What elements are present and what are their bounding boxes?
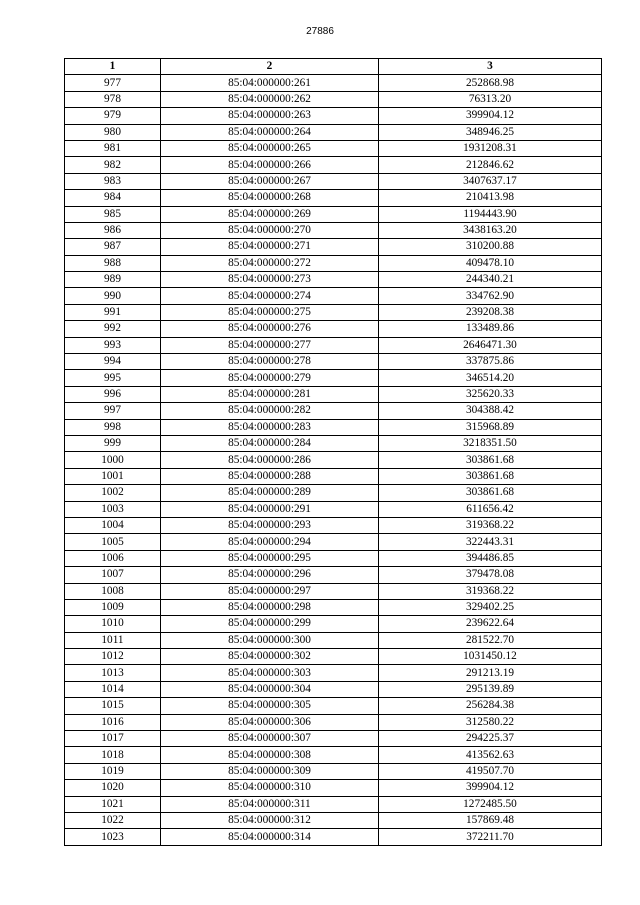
table-row bbox=[65, 780, 602, 796]
row-number-cell: 1015 bbox=[65, 698, 161, 714]
cadastral-number-cell: 85:04:000000:282 bbox=[161, 403, 379, 419]
row-number-cell: 991 bbox=[65, 304, 161, 320]
table-row bbox=[65, 288, 602, 304]
table-row bbox=[65, 763, 602, 779]
table-row bbox=[65, 206, 602, 222]
table-row bbox=[65, 567, 602, 583]
cadastral-number-cell: 85:04:000000:307 bbox=[161, 731, 379, 747]
value-cell: 303861.68 bbox=[379, 468, 602, 484]
table-row bbox=[65, 157, 602, 173]
table-row bbox=[65, 435, 602, 451]
value-cell: 329402.25 bbox=[379, 599, 602, 615]
value-cell: 256284.38 bbox=[379, 698, 602, 714]
row-number-cell: 997 bbox=[65, 403, 161, 419]
cadastral-number-cell: 85:04:000000:284 bbox=[161, 435, 379, 451]
value-cell: 3407637.17 bbox=[379, 173, 602, 189]
row-number-cell: 1009 bbox=[65, 599, 161, 615]
value-cell: 409478.10 bbox=[379, 255, 602, 271]
value-cell: 337875.86 bbox=[379, 354, 602, 370]
row-number-cell: 1004 bbox=[65, 517, 161, 533]
value-cell: 239208.38 bbox=[379, 304, 602, 320]
table-row bbox=[65, 829, 602, 845]
value-cell: 346514.20 bbox=[379, 370, 602, 386]
row-number-cell: 999 bbox=[65, 435, 161, 451]
table-row bbox=[65, 812, 602, 828]
value-cell: 348946.25 bbox=[379, 124, 602, 140]
row-number-cell: 993 bbox=[65, 337, 161, 353]
row-number-cell: 977 bbox=[65, 75, 161, 91]
cadastral-number-cell: 85:04:000000:311 bbox=[161, 796, 379, 812]
table-row bbox=[65, 403, 602, 419]
cadastral-number-cell: 85:04:000000:273 bbox=[161, 272, 379, 288]
value-cell: 76313.20 bbox=[379, 91, 602, 107]
row-number-cell: 995 bbox=[65, 370, 161, 386]
value-cell: 244340.21 bbox=[379, 272, 602, 288]
cadastral-number-cell: 85:04:000000:278 bbox=[161, 354, 379, 370]
value-cell: 611656.42 bbox=[379, 501, 602, 517]
table-body bbox=[65, 75, 602, 845]
row-number-cell: 1020 bbox=[65, 780, 161, 796]
table-row bbox=[65, 272, 602, 288]
cadastral-number-cell: 85:04:000000:300 bbox=[161, 632, 379, 648]
row-number-cell: 980 bbox=[65, 124, 161, 140]
cadastral-number-cell: 85:04:000000:306 bbox=[161, 714, 379, 730]
cadastral-number-cell: 85:04:000000:270 bbox=[161, 222, 379, 238]
table-row bbox=[65, 632, 602, 648]
table-row bbox=[65, 419, 602, 435]
cadastral-number-cell: 85:04:000000:281 bbox=[161, 386, 379, 402]
table-row bbox=[65, 681, 602, 697]
cadastral-number-cell: 85:04:000000:303 bbox=[161, 665, 379, 681]
cadastral-number-cell: 85:04:000000:289 bbox=[161, 485, 379, 501]
data-table bbox=[64, 58, 602, 846]
table-row bbox=[65, 239, 602, 255]
value-cell: 399904.12 bbox=[379, 780, 602, 796]
row-number-cell: 992 bbox=[65, 321, 161, 337]
table-row bbox=[65, 485, 602, 501]
value-cell: 303861.68 bbox=[379, 452, 602, 468]
cadastral-number-cell: 85:04:000000:272 bbox=[161, 255, 379, 271]
row-number-cell: 1017 bbox=[65, 731, 161, 747]
value-cell: 291213.19 bbox=[379, 665, 602, 681]
value-cell: 319368.22 bbox=[379, 517, 602, 533]
row-number-cell: 1023 bbox=[65, 829, 161, 845]
table-row bbox=[65, 108, 602, 124]
row-number-cell: 998 bbox=[65, 419, 161, 435]
cadastral-number-cell: 85:04:000000:304 bbox=[161, 681, 379, 697]
table-row bbox=[65, 304, 602, 320]
table-row bbox=[65, 747, 602, 763]
cadastral-number-cell: 85:04:000000:271 bbox=[161, 239, 379, 255]
column-header-1: 1 bbox=[65, 59, 161, 75]
cadastral-number-cell: 85:04:000000:310 bbox=[161, 780, 379, 796]
value-cell: 212846.62 bbox=[379, 157, 602, 173]
cadastral-number-cell: 85:04:000000:283 bbox=[161, 419, 379, 435]
row-number-cell: 1005 bbox=[65, 534, 161, 550]
value-cell: 315968.89 bbox=[379, 419, 602, 435]
row-number-cell: 990 bbox=[65, 288, 161, 304]
cadastral-number-cell: 85:04:000000:299 bbox=[161, 616, 379, 632]
table-row bbox=[65, 386, 602, 402]
row-number-cell: 1002 bbox=[65, 485, 161, 501]
value-cell: 239622.64 bbox=[379, 616, 602, 632]
table-row bbox=[65, 501, 602, 517]
value-cell: 312580.22 bbox=[379, 714, 602, 730]
row-number-cell: 1013 bbox=[65, 665, 161, 681]
table-row bbox=[65, 75, 602, 91]
value-cell: 295139.89 bbox=[379, 681, 602, 697]
row-number-cell: 1012 bbox=[65, 649, 161, 665]
value-cell: 310200.88 bbox=[379, 239, 602, 255]
row-number-cell: 988 bbox=[65, 255, 161, 271]
cadastral-number-cell: 85:04:000000:264 bbox=[161, 124, 379, 140]
row-number-cell: 981 bbox=[65, 140, 161, 156]
cadastral-number-cell: 85:04:000000:305 bbox=[161, 698, 379, 714]
value-cell: 304388.42 bbox=[379, 403, 602, 419]
table-row bbox=[65, 190, 602, 206]
value-cell: 413562.63 bbox=[379, 747, 602, 763]
cadastral-number-cell: 85:04:000000:286 bbox=[161, 452, 379, 468]
row-number-cell: 979 bbox=[65, 108, 161, 124]
cadastral-number-cell: 85:04:000000:312 bbox=[161, 812, 379, 828]
row-number-cell: 1001 bbox=[65, 468, 161, 484]
row-number-cell: 1003 bbox=[65, 501, 161, 517]
value-cell: 210413.98 bbox=[379, 190, 602, 206]
value-cell: 3218351.50 bbox=[379, 435, 602, 451]
cadastral-number-cell: 85:04:000000:294 bbox=[161, 534, 379, 550]
table-row bbox=[65, 337, 602, 353]
row-number-cell: 1022 bbox=[65, 812, 161, 828]
row-number-cell: 1016 bbox=[65, 714, 161, 730]
column-header-3: 3 bbox=[379, 59, 602, 75]
row-number-cell: 978 bbox=[65, 91, 161, 107]
table-row bbox=[65, 173, 602, 189]
table-row bbox=[65, 665, 602, 681]
cadastral-number-cell: 85:04:000000:309 bbox=[161, 763, 379, 779]
row-number-cell: 985 bbox=[65, 206, 161, 222]
table-row bbox=[65, 222, 602, 238]
value-cell: 157869.48 bbox=[379, 812, 602, 828]
row-number-cell: 1010 bbox=[65, 616, 161, 632]
row-number-cell: 1019 bbox=[65, 763, 161, 779]
cadastral-number-cell: 85:04:000000:308 bbox=[161, 747, 379, 763]
cadastral-number-cell: 85:04:000000:275 bbox=[161, 304, 379, 320]
cadastral-number-cell: 85:04:000000:269 bbox=[161, 206, 379, 222]
cadastral-number-cell: 85:04:000000:263 bbox=[161, 108, 379, 124]
value-cell: 1931208.31 bbox=[379, 140, 602, 156]
table-row bbox=[65, 796, 602, 812]
value-cell: 1031450.12 bbox=[379, 649, 602, 665]
cadastral-number-cell: 85:04:000000:295 bbox=[161, 550, 379, 566]
cadastral-number-cell: 85:04:000000:293 bbox=[161, 517, 379, 533]
value-cell: 319368.22 bbox=[379, 583, 602, 599]
value-cell: 379478.08 bbox=[379, 567, 602, 583]
cadastral-number-cell: 85:04:000000:267 bbox=[161, 173, 379, 189]
row-number-cell: 986 bbox=[65, 222, 161, 238]
row-number-cell: 1011 bbox=[65, 632, 161, 648]
table-row bbox=[65, 599, 602, 615]
value-cell: 399904.12 bbox=[379, 108, 602, 124]
table-row bbox=[65, 255, 602, 271]
row-number-cell: 1007 bbox=[65, 567, 161, 583]
row-number-cell: 1018 bbox=[65, 747, 161, 763]
row-number-cell: 984 bbox=[65, 190, 161, 206]
row-number-cell: 994 bbox=[65, 354, 161, 370]
column-header-2: 2 bbox=[161, 59, 379, 75]
row-number-cell: 1014 bbox=[65, 681, 161, 697]
cadastral-number-cell: 85:04:000000:274 bbox=[161, 288, 379, 304]
table-row bbox=[65, 616, 602, 632]
value-cell: 281522.70 bbox=[379, 632, 602, 648]
table-row bbox=[65, 91, 602, 107]
cadastral-number-cell: 85:04:000000:279 bbox=[161, 370, 379, 386]
table-row bbox=[65, 714, 602, 730]
table-row bbox=[65, 468, 602, 484]
value-cell: 252868.98 bbox=[379, 75, 602, 91]
cadastral-number-cell: 85:04:000000:276 bbox=[161, 321, 379, 337]
value-cell: 1272485.50 bbox=[379, 796, 602, 812]
row-number-cell: 1008 bbox=[65, 583, 161, 599]
value-cell: 372211.70 bbox=[379, 829, 602, 845]
row-number-cell: 1000 bbox=[65, 452, 161, 468]
table-row bbox=[65, 731, 602, 747]
value-cell: 3438163.20 bbox=[379, 222, 602, 238]
table-row bbox=[65, 698, 602, 714]
table-row bbox=[65, 517, 602, 533]
cadastral-number-cell: 85:04:000000:298 bbox=[161, 599, 379, 615]
value-cell: 2646471.30 bbox=[379, 337, 602, 353]
cadastral-number-cell: 85:04:000000:277 bbox=[161, 337, 379, 353]
table-row bbox=[65, 321, 602, 337]
table-row bbox=[65, 583, 602, 599]
page-number: 27886 bbox=[306, 26, 334, 37]
value-cell: 294225.37 bbox=[379, 731, 602, 747]
value-cell: 303861.68 bbox=[379, 485, 602, 501]
table-header bbox=[65, 59, 602, 75]
table-row bbox=[65, 370, 602, 386]
row-number-cell: 989 bbox=[65, 272, 161, 288]
table-row bbox=[65, 354, 602, 370]
cadastral-number-cell: 85:04:000000:314 bbox=[161, 829, 379, 845]
header-row bbox=[65, 59, 602, 75]
value-cell: 133489.86 bbox=[379, 321, 602, 337]
value-cell: 394486.85 bbox=[379, 550, 602, 566]
table-row bbox=[65, 649, 602, 665]
cadastral-number-cell: 85:04:000000:261 bbox=[161, 75, 379, 91]
value-cell: 325620.33 bbox=[379, 386, 602, 402]
cadastral-number-cell: 85:04:000000:302 bbox=[161, 649, 379, 665]
value-cell: 1194443.90 bbox=[379, 206, 602, 222]
value-cell: 334762.90 bbox=[379, 288, 602, 304]
row-number-cell: 982 bbox=[65, 157, 161, 173]
table-row bbox=[65, 124, 602, 140]
cadastral-number-cell: 85:04:000000:297 bbox=[161, 583, 379, 599]
cadastral-number-cell: 85:04:000000:266 bbox=[161, 157, 379, 173]
cadastral-number-cell: 85:04:000000:262 bbox=[161, 91, 379, 107]
cadastral-number-cell: 85:04:000000:288 bbox=[161, 468, 379, 484]
table-row bbox=[65, 534, 602, 550]
row-number-cell: 1006 bbox=[65, 550, 161, 566]
row-number-cell: 987 bbox=[65, 239, 161, 255]
cadastral-number-cell: 85:04:000000:296 bbox=[161, 567, 379, 583]
cadastral-number-cell: 85:04:000000:291 bbox=[161, 501, 379, 517]
table-row bbox=[65, 140, 602, 156]
value-cell: 419507.70 bbox=[379, 763, 602, 779]
table-row bbox=[65, 452, 602, 468]
cadastral-number-cell: 85:04:000000:268 bbox=[161, 190, 379, 206]
row-number-cell: 983 bbox=[65, 173, 161, 189]
value-cell: 322443.31 bbox=[379, 534, 602, 550]
cadastral-number-cell: 85:04:000000:265 bbox=[161, 140, 379, 156]
row-number-cell: 1021 bbox=[65, 796, 161, 812]
table-row bbox=[65, 550, 602, 566]
row-number-cell: 996 bbox=[65, 386, 161, 402]
